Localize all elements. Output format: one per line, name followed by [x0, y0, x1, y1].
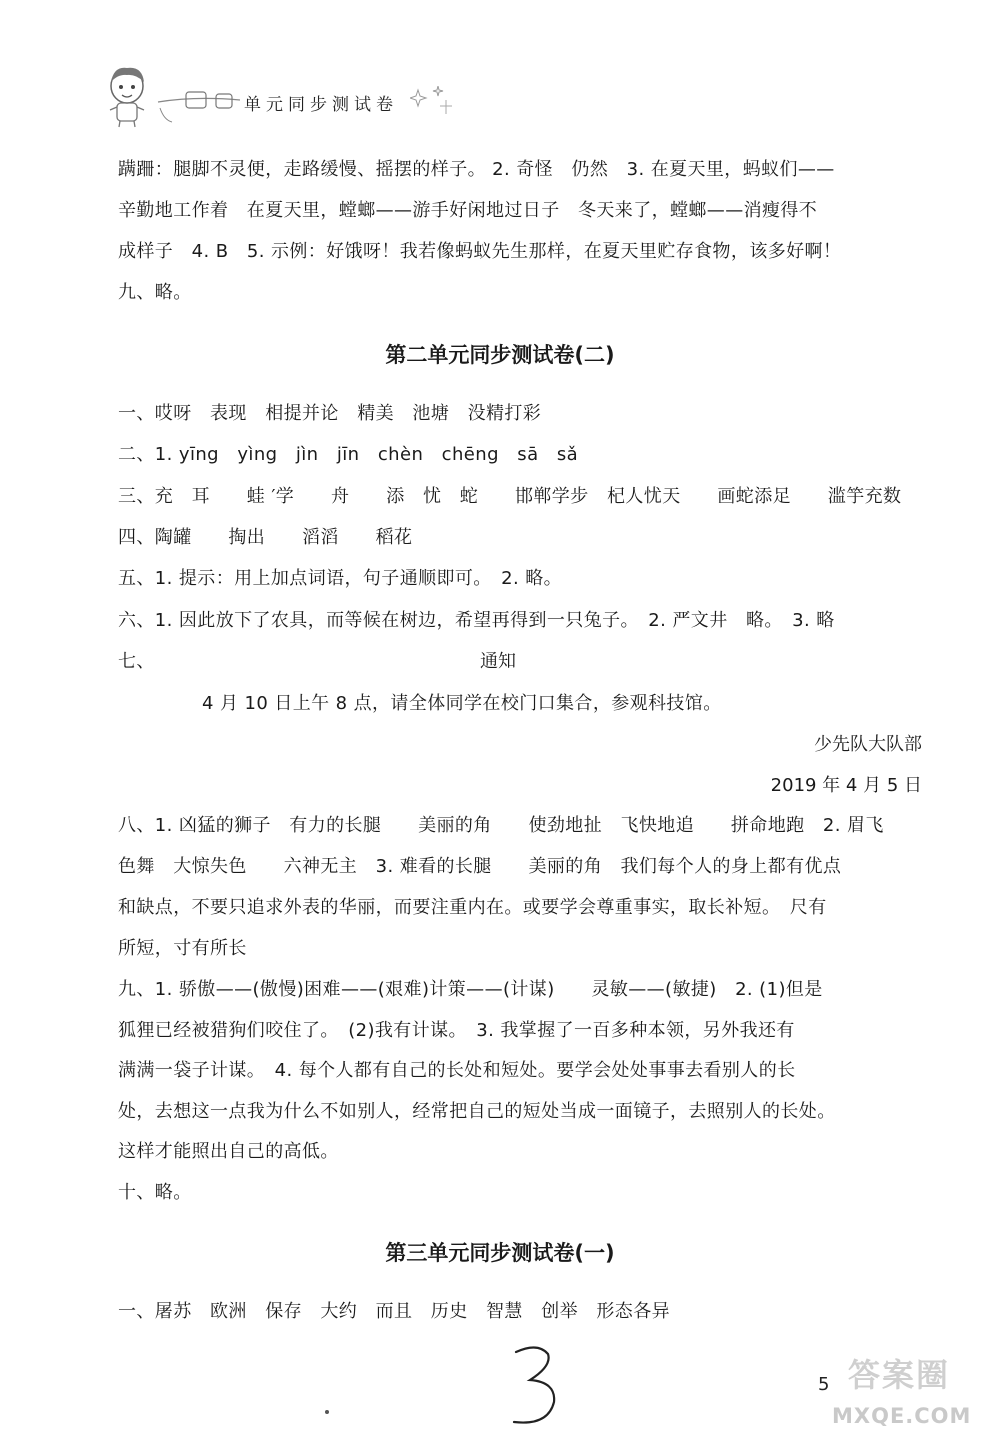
- answer-line: 成样子 4. B 5. 示例：好饿呀！我若像蚂蚁先生那样，在夏天里贮存食物，该多好啊！: [118, 241, 842, 262]
- watermark-url-text: MXQE.COM: [832, 1404, 972, 1428]
- notice-date: 2019 年 4 月 5 日: [770, 775, 922, 796]
- stray-dot: [325, 1410, 329, 1414]
- answer-line: 狐狸已经被猎狗们咬住了。 (2)我有计谋。 3. 我掌握了一百多种本领，另外我还有: [118, 1020, 795, 1041]
- page-header: [100, 62, 460, 134]
- watermark-logo-text: 答案圈: [848, 1356, 951, 1394]
- answer-line: 三、充 耳 蛙 ′学 舟 添 忧 蛇 邯郸学步 杞人忧天 画蛇添足 滥竽充数: [118, 486, 902, 507]
- cartoon-kid-icon: [100, 62, 154, 128]
- section-title: 第二单元同步测试卷(二): [385, 343, 615, 367]
- answer-line: 所短，寸有所长: [118, 938, 247, 959]
- answer-line: 一、屠苏 欧洲 保存 大约 而且 历史 智慧 创举 形态各异: [118, 1301, 670, 1322]
- header-title: 单元同步测试卷: [244, 95, 398, 115]
- answer-line: 四、陶罐 掏出 滔滔 稻花: [118, 527, 413, 548]
- answer-line: 辛勤地工作着 在夏天里，螳螂——游手好闲地过日子 冬天来了，螳螂——消瘦得不: [118, 200, 818, 221]
- answer-line: 六、1. 因此放下了农具，而等候在树边，希望再得到一只兔子。 2. 严文井 略。 3. 略: [118, 610, 835, 631]
- notice-body: 4 月 10 日上午 8 点，请全体同学在校门口集合，参观科技馆。: [202, 693, 722, 714]
- sparkle-icon: [410, 86, 456, 116]
- answer-line: 九、1. 骄傲——(傲慢)困难——(艰难)计策——(计谋) 灵敏——(敏捷) 2. (1)但是: [118, 979, 823, 1000]
- answer-line: 处，去想这一点我为什么不如别人，经常把自己的短处当成一面镜子，去照别人的长处。: [118, 1101, 836, 1122]
- notice-title: 通知: [480, 651, 516, 672]
- answer-line: 十、略。: [118, 1182, 192, 1203]
- handwritten-mark-icon: [508, 1342, 564, 1432]
- notice-signature: 少先队大队部: [814, 734, 922, 755]
- answer-line: 五、1. 提示：用上加点词语，句子通顺即可。 2. 略。: [118, 568, 562, 589]
- answer-line: 一、哎呀 表现 相提并论 精美 池塘 没精打彩: [118, 403, 542, 424]
- answer-line: 蹒跚：腿脚不灵便，走路缓慢、摇摆的样子。 2. 奇怪 仍然 3. 在夏天里，蚂蚁们——: [118, 159, 835, 180]
- page-number: 5: [818, 1374, 830, 1395]
- answer-line: 二、1. yīng yìng jìn jīn chèn chēng sā sǎ: [118, 444, 579, 465]
- answer-line: 色舞 大惊失色 六神无主 3. 难看的长腿 美丽的角 我们每个人的身上都有优点: [118, 856, 842, 877]
- answer-line: 和缺点，不要只追求外表的华丽，而要注重内在。或要学会尊重事实，取长补短。 尺有: [118, 897, 827, 918]
- answer-line: 这样才能照出自己的高低。: [118, 1141, 339, 1162]
- answer-line: 九、略。: [118, 282, 192, 303]
- section-title: 第三单元同步测试卷(一): [385, 1241, 615, 1265]
- answer-line: 满满一袋子计谋。 4. 每个人都有自己的长处和短处。要学会处处事事去看别人的长: [118, 1060, 796, 1081]
- answer-line: 八、1. 凶猛的狮子 有力的长腿 美丽的角 使劲地扯 飞快地追 拼命地跑 2. 眉飞: [118, 815, 884, 836]
- answer-line: 七、: [118, 651, 155, 672]
